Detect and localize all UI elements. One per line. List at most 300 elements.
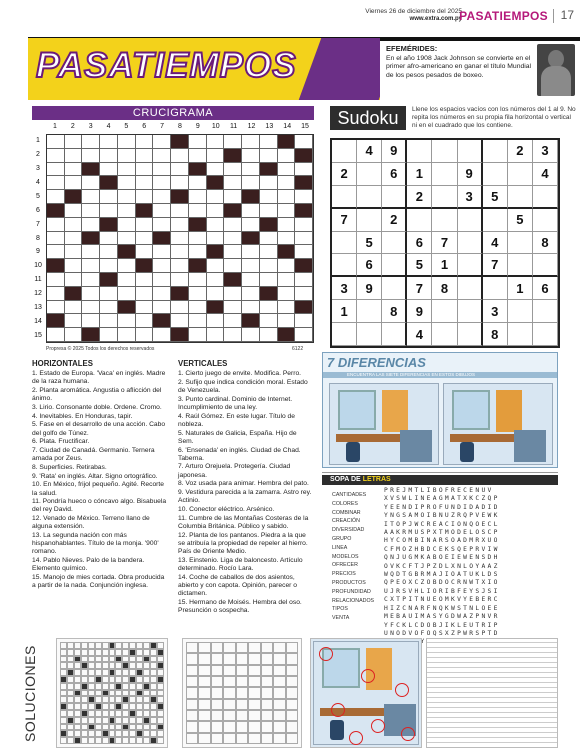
crossword-cell[interactable]: [118, 287, 136, 301]
crossword-cell[interactable]: [74, 642, 81, 649]
crossword-cell[interactable]: [207, 273, 225, 287]
crossword-cell[interactable]: [207, 135, 225, 149]
crossword-cell[interactable]: [189, 204, 207, 218]
crossword-cell[interactable]: [118, 163, 136, 177]
crossword-cell[interactable]: [189, 190, 207, 204]
crossword-cell[interactable]: [122, 717, 129, 724]
sudoku-cell[interactable]: [458, 323, 483, 346]
crossword-cell[interactable]: [65, 259, 83, 273]
crossword-cell[interactable]: [143, 669, 150, 676]
crossword-cell[interactable]: [153, 218, 171, 232]
crossword-cell[interactable]: [82, 259, 100, 273]
crossword-cell[interactable]: [88, 717, 95, 724]
sudoku-cell[interactable]: [432, 323, 457, 346]
crossword-cell[interactable]: [224, 176, 242, 190]
crossword-cell[interactable]: [242, 149, 260, 163]
crossword-cell[interactable]: [81, 676, 88, 683]
crossword-cell[interactable]: [260, 328, 278, 342]
crossword-cell[interactable]: [171, 149, 189, 163]
crossword-cell[interactable]: [242, 176, 260, 190]
crossword-cell[interactable]: [157, 717, 164, 724]
crossword-cell[interactable]: [136, 135, 154, 149]
crossword-cell[interactable]: [122, 690, 129, 697]
crossword-cell[interactable]: [60, 717, 67, 724]
crossword-cell[interactable]: [189, 301, 207, 315]
crossword-cell[interactable]: [95, 737, 102, 744]
crossword-cell[interactable]: [122, 656, 129, 663]
crossword-cell[interactable]: [129, 730, 136, 737]
crossword-cell[interactable]: [136, 287, 154, 301]
crossword-cell[interactable]: [129, 737, 136, 744]
crossword-cell[interactable]: [82, 135, 100, 149]
crossword-cell[interactable]: [224, 328, 242, 342]
crossword-cell[interactable]: [171, 176, 189, 190]
crossword-cell[interactable]: [67, 737, 74, 744]
crossword-cell[interactable]: [67, 710, 74, 717]
crossword-cell[interactable]: [278, 218, 296, 232]
crossword-cell[interactable]: [150, 662, 157, 669]
crossword-cell[interactable]: [153, 328, 171, 342]
crossword-cell[interactable]: [136, 301, 154, 315]
crossword-cell[interactable]: [242, 163, 260, 177]
crossword-cell[interactable]: [150, 690, 157, 697]
crossword-cell[interactable]: [224, 287, 242, 301]
crossword-cell[interactable]: [109, 710, 116, 717]
crossword-cell[interactable]: [65, 149, 83, 163]
crossword-cell[interactable]: [74, 730, 81, 737]
crossword-cell[interactable]: [136, 649, 143, 656]
crossword-cell[interactable]: [100, 245, 118, 259]
crossword-cell[interactable]: [171, 245, 189, 259]
crossword-cell[interactable]: [189, 314, 207, 328]
crossword-cell[interactable]: [153, 245, 171, 259]
crossword-cell[interactable]: [74, 662, 81, 669]
crossword-cell[interactable]: [122, 703, 129, 710]
crossword-cell[interactable]: [136, 176, 154, 190]
crossword-cell[interactable]: [67, 656, 74, 663]
crossword-cell[interactable]: [153, 259, 171, 273]
crossword-cell[interactable]: [95, 662, 102, 669]
sudoku-cell[interactable]: [432, 186, 457, 209]
crossword-cell[interactable]: [60, 737, 67, 744]
sudoku-cell[interactable]: [533, 186, 558, 209]
crossword-cell[interactable]: [102, 717, 109, 724]
crossword-cell[interactable]: [143, 690, 150, 697]
crossword-cell[interactable]: [136, 163, 154, 177]
crossword-cell[interactable]: [129, 642, 136, 649]
crossword-cell[interactable]: [136, 683, 143, 690]
crossword-cell[interactable]: [82, 218, 100, 232]
crossword-cell[interactable]: [67, 696, 74, 703]
crossword-cell[interactable]: [136, 273, 154, 287]
crossword-cell[interactable]: [67, 676, 74, 683]
crossword-cell[interactable]: [118, 190, 136, 204]
crossword-cell[interactable]: [102, 683, 109, 690]
crossword-cell[interactable]: [65, 273, 83, 287]
crossword-cell[interactable]: [224, 314, 242, 328]
crossword-cell[interactable]: [129, 703, 136, 710]
crossword-cell[interactable]: [82, 245, 100, 259]
crossword-cell[interactable]: [67, 703, 74, 710]
crossword-cell[interactable]: [100, 259, 118, 273]
crossword-cell[interactable]: [74, 649, 81, 656]
crossword-cell[interactable]: [118, 218, 136, 232]
crossword-cell[interactable]: [95, 730, 102, 737]
site-url[interactable]: www.extra.com.py: [409, 16, 462, 22]
sudoku-cell[interactable]: [357, 186, 382, 209]
crossword-cell[interactable]: [47, 245, 65, 259]
crossword-cell[interactable]: [260, 245, 278, 259]
crossword-cell[interactable]: [150, 669, 157, 676]
crossword-cell[interactable]: [65, 314, 83, 328]
crossword-cell[interactable]: [207, 218, 225, 232]
crossword-cell[interactable]: [74, 717, 81, 724]
crossword-cell[interactable]: [109, 690, 116, 697]
crossword-cell[interactable]: [189, 273, 207, 287]
crossword-cell[interactable]: [115, 724, 122, 731]
crossword-cell[interactable]: [109, 662, 116, 669]
sudoku-cell[interactable]: [407, 209, 432, 232]
crossword-cell[interactable]: [60, 724, 67, 731]
crossword-cell[interactable]: [100, 232, 118, 246]
crossword-cell[interactable]: [207, 259, 225, 273]
crossword-cell[interactable]: [95, 683, 102, 690]
crossword-cell[interactable]: [100, 135, 118, 149]
crossword-cell[interactable]: [60, 662, 67, 669]
crossword-cell[interactable]: [171, 218, 189, 232]
crossword-cell[interactable]: [129, 656, 136, 663]
crossword-cell[interactable]: [171, 314, 189, 328]
crossword-cell[interactable]: [60, 690, 67, 697]
crossword-cell[interactable]: [157, 710, 164, 717]
crossword-cell[interactable]: [81, 649, 88, 656]
sudoku-cell[interactable]: [458, 300, 483, 323]
crossword-cell[interactable]: [74, 696, 81, 703]
crossword-cell[interactable]: [224, 232, 242, 246]
crossword-cell[interactable]: [109, 683, 116, 690]
crossword-cell[interactable]: [109, 656, 116, 663]
crossword-cell[interactable]: [260, 232, 278, 246]
crossword-cell[interactable]: [136, 314, 154, 328]
crossword-cell[interactable]: [136, 724, 143, 731]
crossword-cell[interactable]: [136, 190, 154, 204]
crossword-cell[interactable]: [81, 696, 88, 703]
crossword-cell[interactable]: [129, 683, 136, 690]
crossword-cell[interactable]: [65, 204, 83, 218]
crossword-cell[interactable]: [224, 190, 242, 204]
crossword-cell[interactable]: [260, 314, 278, 328]
sudoku-cell[interactable]: [432, 163, 457, 186]
sudoku-cell[interactable]: [357, 300, 382, 323]
crossword-cell[interactable]: [81, 737, 88, 744]
crossword-cell[interactable]: [129, 696, 136, 703]
crossword-cell[interactable]: [171, 232, 189, 246]
crossword-cell[interactable]: [189, 328, 207, 342]
crossword-cell[interactable]: [136, 717, 143, 724]
crossword-cell[interactable]: [88, 642, 95, 649]
crossword-cell[interactable]: [88, 703, 95, 710]
crossword-cell[interactable]: [65, 328, 83, 342]
crossword-cell[interactable]: [295, 314, 313, 328]
crossword-cell[interactable]: [95, 717, 102, 724]
crossword-cell[interactable]: [115, 690, 122, 697]
sudoku-cell[interactable]: [508, 186, 533, 209]
sudoku-cell[interactable]: [357, 163, 382, 186]
crossword-cell[interactable]: [157, 669, 164, 676]
crossword-cell[interactable]: [47, 232, 65, 246]
crossword-cell[interactable]: [95, 656, 102, 663]
sudoku-cell[interactable]: [533, 254, 558, 277]
crossword-cell[interactable]: [207, 232, 225, 246]
crossword-cell[interactable]: [109, 724, 116, 731]
crossword-cell[interactable]: [242, 301, 260, 315]
crossword-cell[interactable]: [260, 176, 278, 190]
crossword-cell[interactable]: [278, 176, 296, 190]
crossword-cell[interactable]: [278, 273, 296, 287]
crossword-cell[interactable]: [122, 669, 129, 676]
crossword-cell[interactable]: [143, 696, 150, 703]
crossword-cell[interactable]: [260, 204, 278, 218]
crossword-cell[interactable]: [65, 135, 83, 149]
crossword-cell[interactable]: [242, 204, 260, 218]
crossword-cell[interactable]: [88, 656, 95, 663]
crossword-cell[interactable]: [207, 314, 225, 328]
sudoku-cell[interactable]: [458, 232, 483, 255]
crossword-cell[interactable]: [74, 676, 81, 683]
sudoku-cell[interactable]: [357, 209, 382, 232]
crossword-cell[interactable]: [153, 135, 171, 149]
crossword-cell[interactable]: [100, 287, 118, 301]
crossword-cell[interactable]: [171, 259, 189, 273]
crossword-cell[interactable]: [82, 149, 100, 163]
crossword-cell[interactable]: [224, 135, 242, 149]
crossword-cell[interactable]: [100, 149, 118, 163]
crossword-cell[interactable]: [136, 642, 143, 649]
crossword-cell[interactable]: [88, 690, 95, 697]
crossword-cell[interactable]: [207, 204, 225, 218]
crossword-cell[interactable]: [88, 662, 95, 669]
crossword-cell[interactable]: [157, 656, 164, 663]
crossword-cell[interactable]: [207, 287, 225, 301]
crossword-cell[interactable]: [95, 642, 102, 649]
crossword-cell[interactable]: [115, 737, 122, 744]
crossword-cell[interactable]: [295, 163, 313, 177]
crossword-cell[interactable]: [242, 287, 260, 301]
crossword-cell[interactable]: [260, 149, 278, 163]
crossword-cell[interactable]: [118, 314, 136, 328]
crossword-cell[interactable]: [67, 690, 74, 697]
crossword-cell[interactable]: [189, 135, 207, 149]
crossword-cell[interactable]: [95, 690, 102, 697]
crossword-cell[interactable]: [136, 696, 143, 703]
crossword-cell[interactable]: [100, 314, 118, 328]
crossword-cell[interactable]: [278, 314, 296, 328]
crossword-cell[interactable]: [136, 710, 143, 717]
crossword-cell[interactable]: [102, 662, 109, 669]
crossword-cell[interactable]: [207, 190, 225, 204]
crossword-cell[interactable]: [47, 218, 65, 232]
crossword-cell[interactable]: [47, 273, 65, 287]
crossword-cell[interactable]: [278, 259, 296, 273]
crossword-cell[interactable]: [82, 314, 100, 328]
crossword-cell[interactable]: [95, 696, 102, 703]
crossword-cell[interactable]: [115, 717, 122, 724]
crossword-cell[interactable]: [189, 232, 207, 246]
sudoku-cell[interactable]: [382, 254, 407, 277]
crossword-cell[interactable]: [88, 737, 95, 744]
crossword-cell[interactable]: [60, 656, 67, 663]
crossword-cell[interactable]: [109, 696, 116, 703]
crossword-cell[interactable]: [118, 204, 136, 218]
crossword-cell[interactable]: [122, 683, 129, 690]
crossword-cell[interactable]: [143, 730, 150, 737]
crossword-cell[interactable]: [102, 703, 109, 710]
crossword-cell[interactable]: [189, 176, 207, 190]
crossword-cell[interactable]: [102, 669, 109, 676]
crossword-cell[interactable]: [242, 218, 260, 232]
crossword-grid[interactable]: [46, 134, 314, 343]
sudoku-cell[interactable]: [508, 254, 533, 277]
sudoku-cell[interactable]: [332, 254, 357, 277]
crossword-cell[interactable]: [295, 328, 313, 342]
crossword-cell[interactable]: [47, 135, 65, 149]
crossword-cell[interactable]: [102, 649, 109, 656]
crossword-cell[interactable]: [102, 724, 109, 731]
crossword-cell[interactable]: [95, 710, 102, 717]
crossword-cell[interactable]: [60, 710, 67, 717]
crossword-cell[interactable]: [122, 730, 129, 737]
crossword-cell[interactable]: [115, 642, 122, 649]
crossword-cell[interactable]: [157, 690, 164, 697]
crossword-cell[interactable]: [129, 724, 136, 731]
crossword-cell[interactable]: [153, 204, 171, 218]
crossword-cell[interactable]: [82, 273, 100, 287]
crossword-cell[interactable]: [88, 676, 95, 683]
sudoku-cell[interactable]: [458, 209, 483, 232]
crossword-cell[interactable]: [47, 287, 65, 301]
crossword-cell[interactable]: [81, 690, 88, 697]
crossword-cell[interactable]: [242, 273, 260, 287]
crossword-cell[interactable]: [82, 204, 100, 218]
crossword-cell[interactable]: [295, 232, 313, 246]
crossword-cell[interactable]: [74, 669, 81, 676]
crossword-cell[interactable]: [278, 204, 296, 218]
crossword-cell[interactable]: [136, 662, 143, 669]
crossword-cell[interactable]: [102, 710, 109, 717]
crossword-cell[interactable]: [150, 703, 157, 710]
crossword-cell[interactable]: [143, 676, 150, 683]
crossword-cell[interactable]: [136, 328, 154, 342]
crossword-cell[interactable]: [150, 710, 157, 717]
crossword-cell[interactable]: [150, 649, 157, 656]
crossword-cell[interactable]: [153, 176, 171, 190]
crossword-cell[interactable]: [153, 149, 171, 163]
crossword-cell[interactable]: [95, 669, 102, 676]
sudoku-cell[interactable]: [332, 232, 357, 255]
crossword-cell[interactable]: [157, 730, 164, 737]
sudoku-cell[interactable]: [382, 323, 407, 346]
sudoku-cell[interactable]: [382, 186, 407, 209]
crossword-cell[interactable]: [60, 669, 67, 676]
crossword-cell[interactable]: [102, 642, 109, 649]
crossword-cell[interactable]: [65, 176, 83, 190]
crossword-cell[interactable]: [295, 287, 313, 301]
crossword-cell[interactable]: [95, 724, 102, 731]
crossword-cell[interactable]: [122, 737, 129, 744]
crossword-cell[interactable]: [171, 204, 189, 218]
crossword-cell[interactable]: [74, 703, 81, 710]
crossword-cell[interactable]: [82, 287, 100, 301]
crossword-cell[interactable]: [129, 669, 136, 676]
crossword-cell[interactable]: [278, 149, 296, 163]
crossword-cell[interactable]: [207, 328, 225, 342]
crossword-cell[interactable]: [136, 676, 143, 683]
sudoku-cell[interactable]: [533, 209, 558, 232]
crossword-cell[interactable]: [115, 676, 122, 683]
crossword-cell[interactable]: [118, 232, 136, 246]
crossword-cell[interactable]: [260, 190, 278, 204]
crossword-cell[interactable]: [100, 163, 118, 177]
crossword-cell[interactable]: [295, 218, 313, 232]
crossword-cell[interactable]: [115, 730, 122, 737]
crossword-cell[interactable]: [109, 730, 116, 737]
crossword-cell[interactable]: [118, 328, 136, 342]
crossword-cell[interactable]: [278, 232, 296, 246]
crossword-cell[interactable]: [157, 737, 164, 744]
crossword-cell[interactable]: [47, 176, 65, 190]
crossword-cell[interactable]: [189, 287, 207, 301]
crossword-cell[interactable]: [153, 163, 171, 177]
crossword-cell[interactable]: [136, 232, 154, 246]
crossword-cell[interactable]: [136, 703, 143, 710]
crossword-cell[interactable]: [157, 683, 164, 690]
crossword-cell[interactable]: [150, 676, 157, 683]
crossword-cell[interactable]: [81, 730, 88, 737]
crossword-cell[interactable]: [143, 662, 150, 669]
crossword-cell[interactable]: [278, 301, 296, 315]
crossword-cell[interactable]: [122, 642, 129, 649]
crossword-cell[interactable]: [157, 696, 164, 703]
sudoku-cell[interactable]: [533, 323, 558, 346]
sudoku-cell[interactable]: [483, 140, 508, 163]
crossword-cell[interactable]: [122, 710, 129, 717]
crossword-cell[interactable]: [136, 245, 154, 259]
crossword-cell[interactable]: [295, 273, 313, 287]
word-search-grid[interactable]: [384, 487, 554, 647]
crossword-cell[interactable]: [207, 163, 225, 177]
crossword-cell[interactable]: [67, 649, 74, 656]
crossword-cell[interactable]: [95, 649, 102, 656]
crossword-cell[interactable]: [118, 176, 136, 190]
crossword-cell[interactable]: [295, 135, 313, 149]
crossword-cell[interactable]: [67, 730, 74, 737]
crossword-cell[interactable]: [47, 163, 65, 177]
crossword-cell[interactable]: [153, 190, 171, 204]
crossword-cell[interactable]: [118, 259, 136, 273]
sudoku-cell[interactable]: [508, 300, 533, 323]
crossword-cell[interactable]: [224, 245, 242, 259]
sudoku-cell[interactable]: [382, 277, 407, 300]
sudoku-cell[interactable]: [483, 163, 508, 186]
crossword-cell[interactable]: [65, 232, 83, 246]
crossword-cell[interactable]: [260, 273, 278, 287]
crossword-cell[interactable]: [88, 669, 95, 676]
crossword-cell[interactable]: [143, 642, 150, 649]
sudoku-cell[interactable]: [533, 300, 558, 323]
sudoku-cell[interactable]: [508, 323, 533, 346]
crossword-cell[interactable]: [88, 730, 95, 737]
crossword-cell[interactable]: [109, 703, 116, 710]
